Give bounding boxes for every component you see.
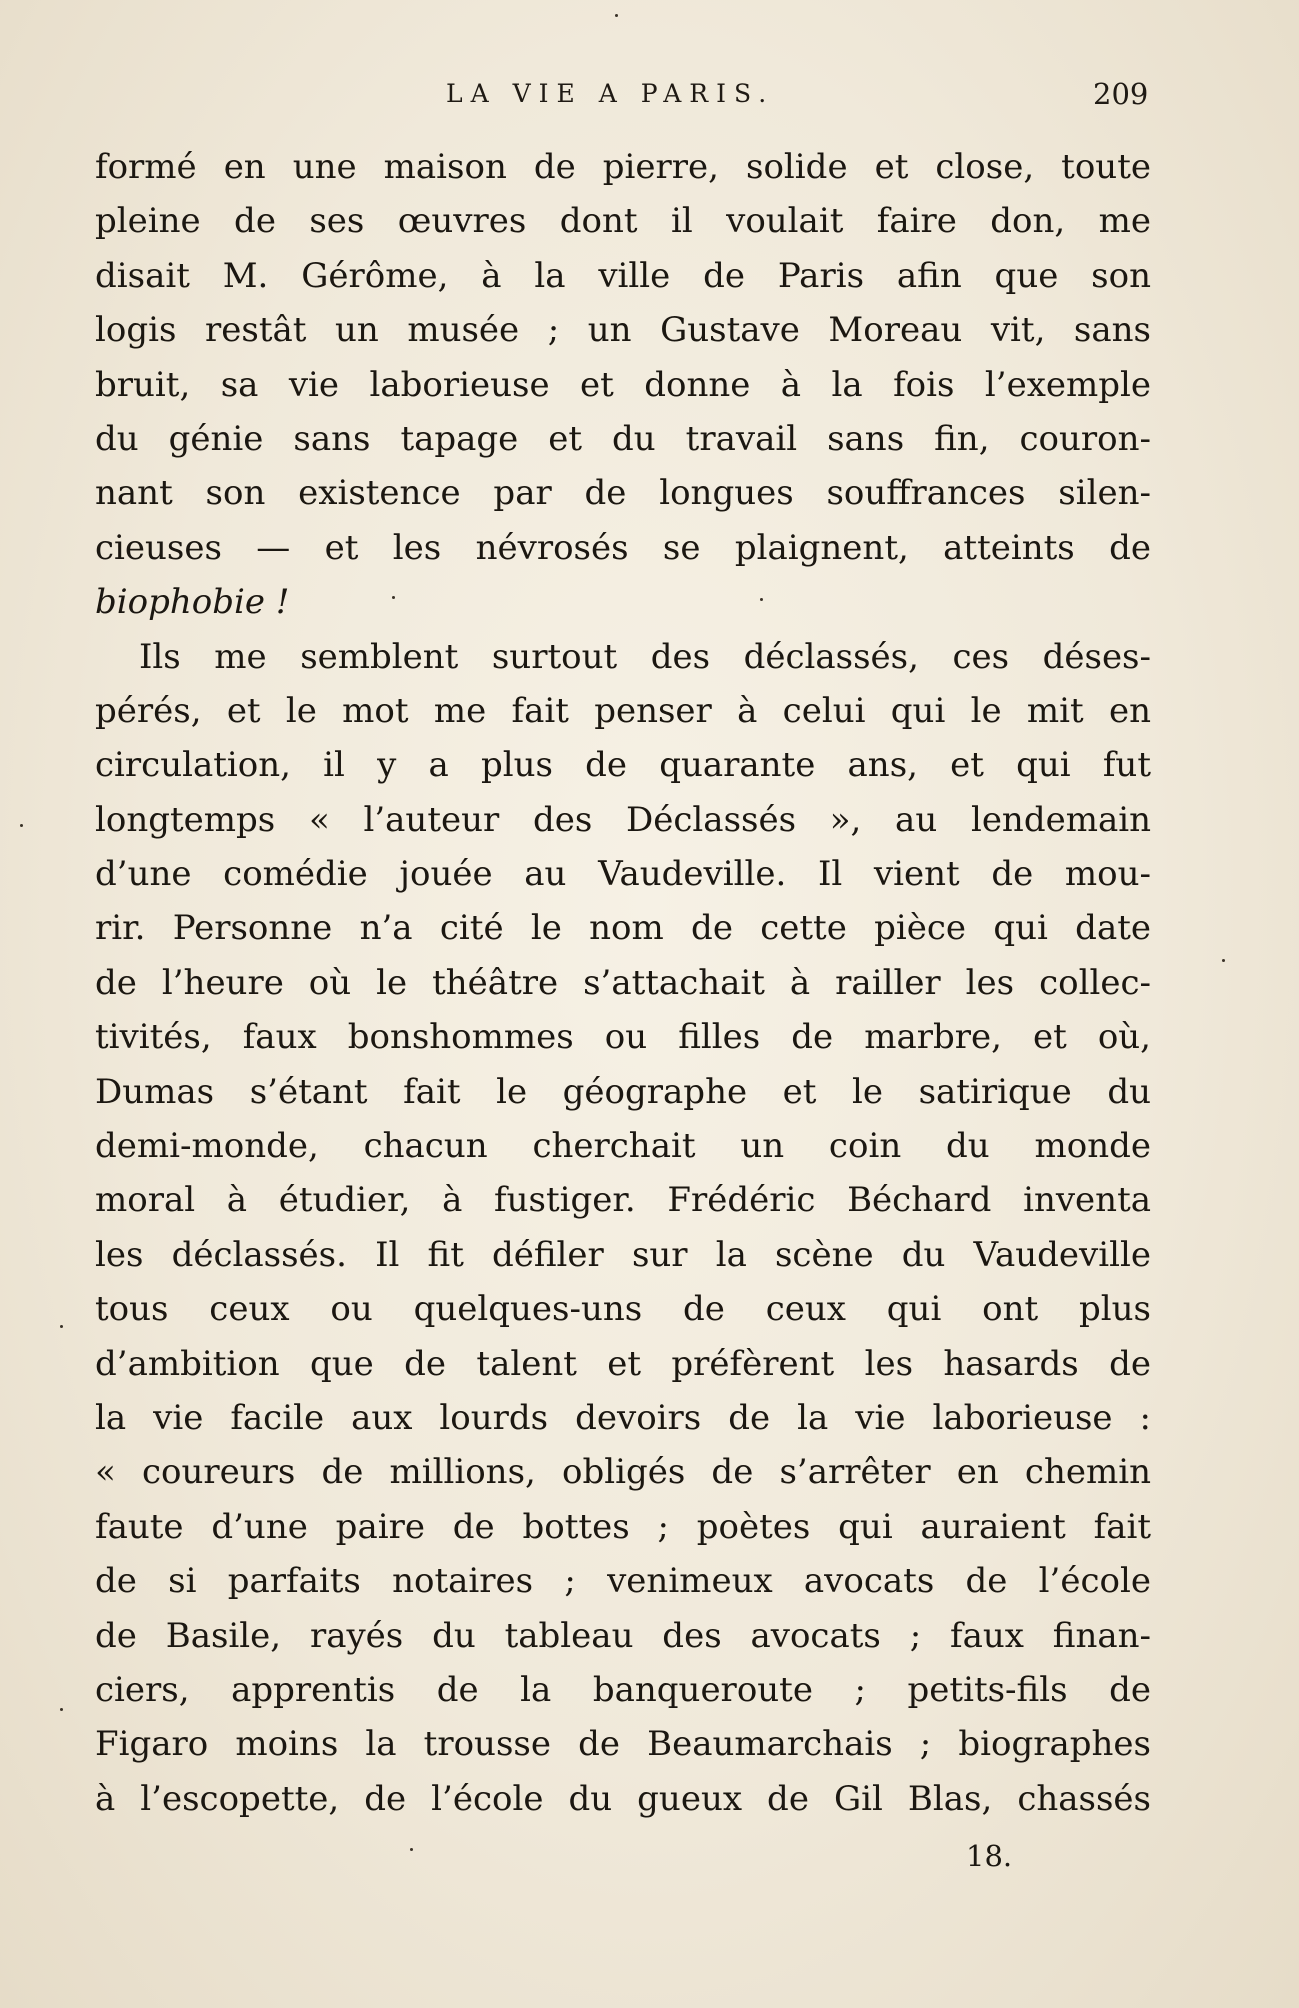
- text-line: pleine de ses œuvres dont il voulait faire don, me: [95, 201, 1151, 242]
- body-text: [95, 140, 1151, 1826]
- text-line: faute d’une paire de bottes ; poètes qui auraient fait: [95, 1506, 1151, 1547]
- text-line: tous ceux ou quelques-uns de ceux qui ont plus: [95, 1289, 1151, 1330]
- text-line: « coureurs de millions, obligés de s’arrêter en chemin: [95, 1452, 1151, 1493]
- text-line: tivités, faux bonshommes ou filles de marbre, et où,: [95, 1017, 1151, 1058]
- print-speck: [60, 1708, 63, 1711]
- text-line: bruit, sa vie laborieuse et donne à la fois l’exemple: [95, 364, 1151, 405]
- text-line: les déclassés. Il fit défiler sur la scène du Vaudeville: [95, 1234, 1151, 1275]
- text-line: biophobie !: [95, 582, 290, 623]
- running-title: LA VIE A PARIS.: [446, 79, 775, 108]
- text-line: d’une comédie jouée au Vaudeville. Il vient de mou-: [95, 854, 1151, 895]
- text-line: Figaro moins la trousse de Beaumarchais ; biographes: [95, 1724, 1151, 1765]
- print-speck: [20, 824, 23, 827]
- text-line: formé en une maison de pierre, solide et close, toute: [95, 147, 1151, 187]
- print-speck: [615, 14, 618, 17]
- text-line: longtemps « l’auteur des Déclassés », au lendemain: [95, 799, 1151, 840]
- print-speck: [60, 1325, 63, 1328]
- print-speck: [760, 598, 763, 601]
- text-line: la vie facile aux lourds devoirs de la vie laborieuse :: [95, 1397, 1151, 1438]
- text-line: de l’heure où le théâtre s’attachait à railler les collec-: [95, 962, 1151, 1003]
- text-line: nant son existence par de longues souffrances silen-: [95, 473, 1151, 514]
- text-line: rir. Personne n’a cité le nom de cette pièce qui date: [95, 908, 1151, 949]
- print-speck: [392, 596, 395, 599]
- page-number: 209: [1093, 77, 1149, 111]
- text-line: moral à étudier, à fustiger. Frédéric Béchard inventa: [95, 1180, 1151, 1221]
- text-line: ciers, apprentis de la banqueroute ; petits-fils de: [95, 1669, 1151, 1710]
- print-speck: [1222, 959, 1225, 962]
- text-line: à l’escopette, de l’école du gueux de Gil Blas, chassés: [95, 1778, 1151, 1819]
- print-speck: [410, 1848, 413, 1851]
- text-line: circulation, il y a plus de quarante ans, et qui fut: [95, 745, 1151, 786]
- text-line: du génie sans tapage et du travail sans fin, couron-: [95, 418, 1151, 459]
- text-line: cieuses — et les névrosés se plaignent, atteints de: [95, 527, 1151, 568]
- text-line: demi-monde, chacun cherchait un coin du monde: [95, 1126, 1151, 1167]
- text-line: logis restât un musée ; un Gustave Moreau vit, sans: [95, 310, 1151, 351]
- text-line: Dumas s’étant fait le géographe et le satirique du: [95, 1071, 1151, 1112]
- text-line: de Basile, rayés du tableau des avocats ; faux finan-: [95, 1615, 1151, 1656]
- text-line: pérés, et le mot me fait penser à celui qui le mit en: [95, 690, 1151, 731]
- running-header: [0, 74, 1299, 114]
- text-line: de si parfaits notaires ; venimeux avocats de l’école: [95, 1561, 1151, 1602]
- signature-mark: 18.: [966, 1839, 1013, 1873]
- paragraph-start-line: Ils me semblent surtout des déclassés, ces déses-: [139, 636, 1151, 677]
- text-line: d’ambition que de talent et préfèrent les hasards de: [95, 1343, 1151, 1384]
- text-line: disait M. Gérôme, à la ville de Paris afin que son: [95, 255, 1151, 296]
